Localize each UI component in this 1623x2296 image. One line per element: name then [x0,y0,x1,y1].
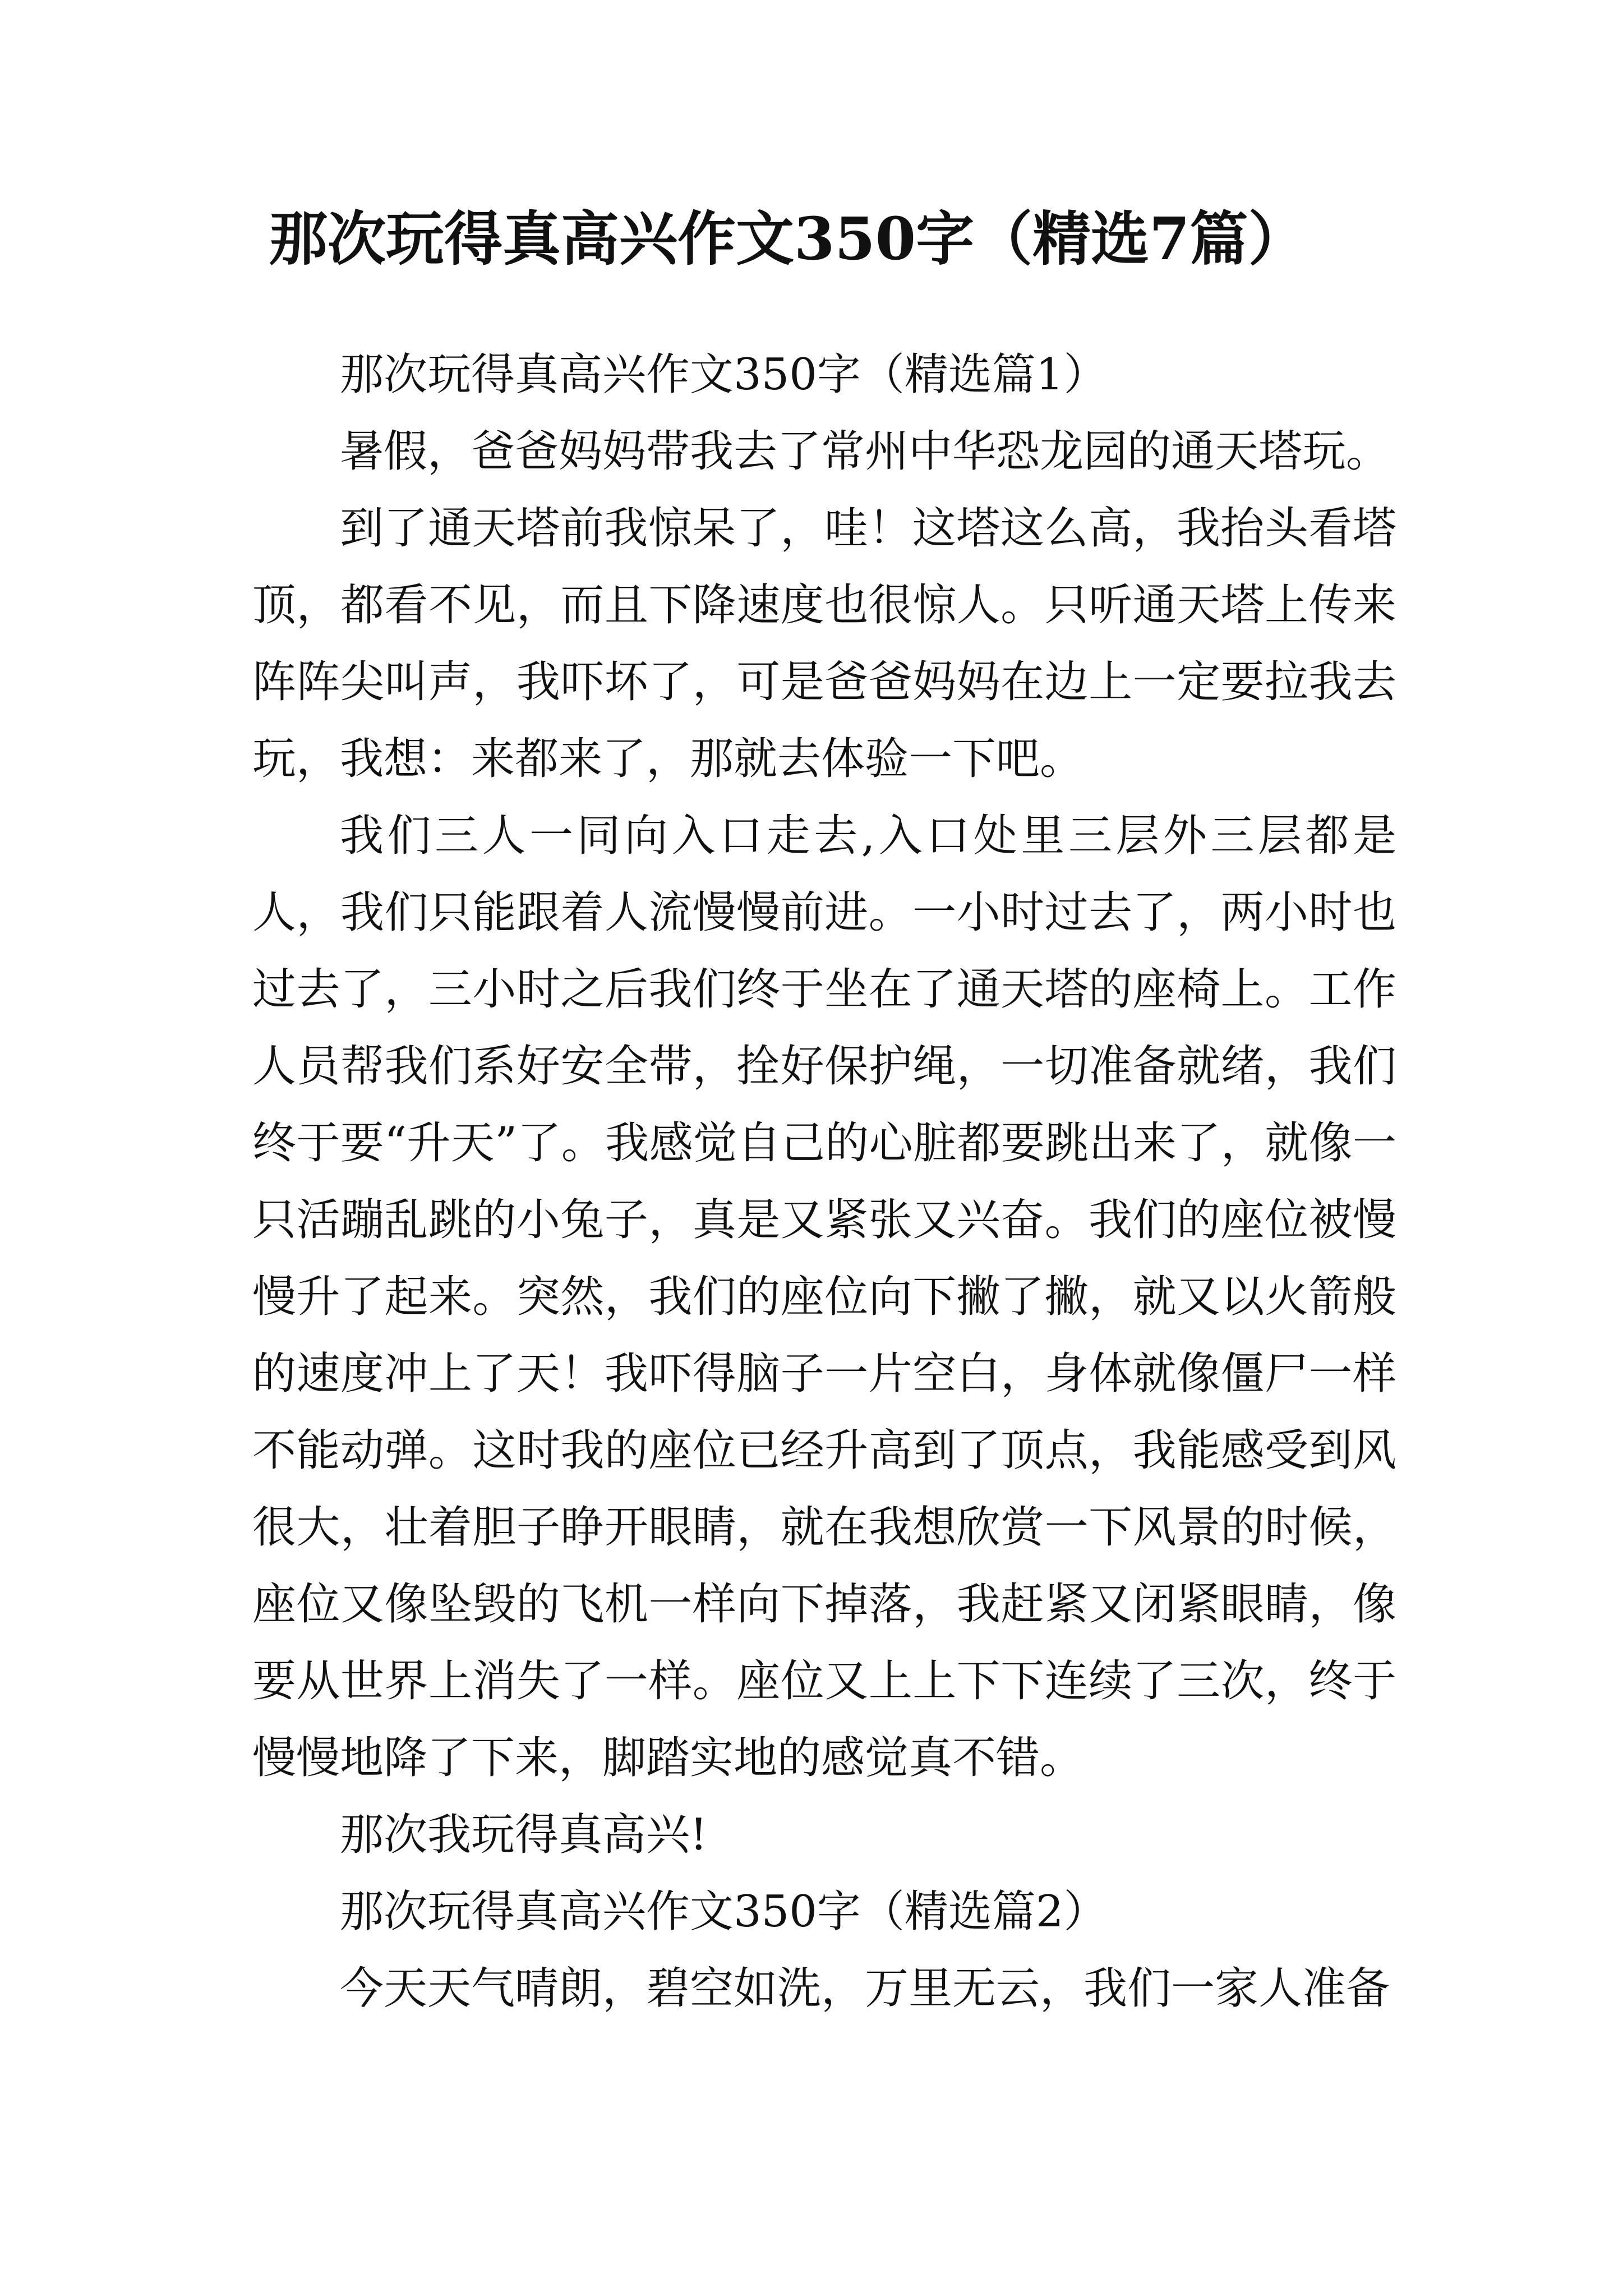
paragraph: 到了通天塔前我惊呆了，哇！这塔这么高，我抬头看塔顶，都看不见，而且下降速度也很惊人。只听通天塔上传来阵阵尖叫声，我吓坏了，可是爸爸妈妈在边上一定要拉我去玩，我想：来都来了，那就去体验一下吧。 [252,503,1396,784]
paragraph: 暑假，爸爸妈妈带我去了常州中华恐龙园的通天塔玩。 [340,426,1390,477]
section-heading: 那次玩得真高兴作文350字（精选篇2） [340,1887,1108,1937]
document-title: 那次玩得真高兴作文350字（精选7篇） [269,204,1307,273]
document-body [252,337,1396,2027]
paragraph: 今天天气晴朗，碧空如洗，万里无云，我们一家人准备 [340,1963,1390,2014]
section-heading: 那次玩得真高兴作文350字（精选篇1） [340,349,1108,400]
paragraph: 那次我玩得真高兴! [340,1810,708,1860]
paragraph: 我们三人一同向入口走去,入口处里三层外三层都是人，我们只能跟着人流慢慢前进。一小时过去了，两小时也过去了，三小时之后我们终于坐在了通天塔的座椅上。工作人员帮我们系好安全带，拴好保护绳，一切准备就绪，我们终于要“升天”了。我感觉自己的心脏都要跳出来了，就像一只活蹦乱跳的小兔子，真是又紧张又兴奋。我们的座位被慢慢升了起来。突然，我们的座位向下撇了撇，就又以火箭般的速度冲上了天！我吓得脑子一片空白，身体就像僵尸一样不能动弹。这时我的座位已经升高到了顶点，我能感受到风很大，壮着胆子睁开眼睛，就在我想欣赏一下风景的时候，座位又像坠毁的飞机一样向下掉落，我赶紧又闭紧眼睛，像要从世界上消失了一样。座位又上上下下连续了三次，终于慢慢地降了下来，脚踏实地的感觉真不错。 [252,811,1396,1783]
